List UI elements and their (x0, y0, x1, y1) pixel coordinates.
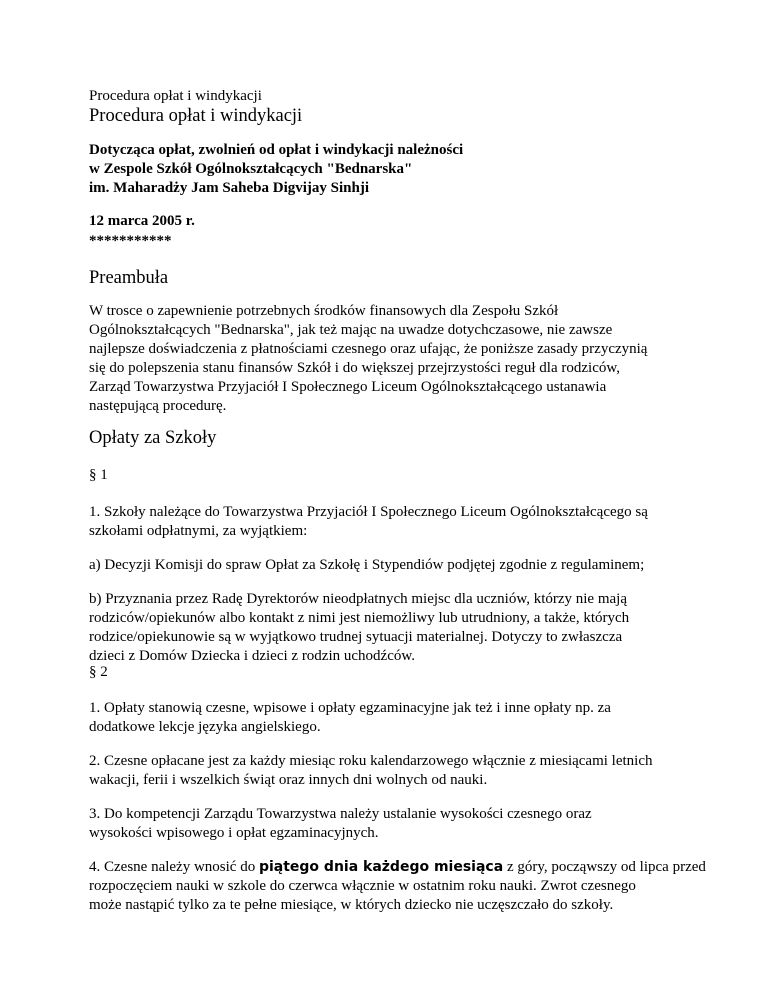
document-small-title: Procedura opłat i windykacji (89, 88, 262, 104)
paragraph-line: rodzice/opiekunowie są w wyjątkowo trudnej sytuacji materialnej. Dotyczy to zwłaszcza (89, 629, 623, 645)
paragraph-line: się do polepszenia stanu finansów Szkół i do większej przejrzystości reguł dla rodziców, (89, 360, 620, 376)
separator-stars: *********** (89, 233, 172, 249)
preamble-heading: Preambuła (89, 268, 169, 288)
subtitle-line: Dotycząca opłat, zwolnień od opłat i windykacji należności (89, 142, 464, 158)
paragraph-line: wysokości wpisowego i opłat egzaminacyjnych. (89, 825, 379, 841)
paragraph-line: najlepsze doświadczenia z płatnościami czesnego oraz ufając, że poniższe zasady przyczynią (89, 341, 648, 357)
paragraph-line: szkołami odpłatnymi, za wyjątkiem: (89, 523, 308, 539)
section-2-paragraph-4 (89, 858, 706, 915)
paragraph-line: rozpoczęciem nauki w szkole do czerwca włącznie w ostatnim roku nauki. Zwrot czesnego (89, 878, 636, 894)
subtitle-line: w Zespole Szkół Ogólnokształcących "Bednarska" (89, 161, 413, 177)
section-1-point-a (89, 556, 679, 575)
paragraph-line: wakacji, ferii i wszelkich świąt oraz innych dni wolnych od nauki. (89, 772, 488, 788)
paragraph-line: Ogólnokształcących "Bednarska", jak też mając na uwadze dotychczasowe, nie zawsze (89, 322, 613, 338)
preamble-paragraph (89, 302, 679, 416)
paragraph-line: dzieci z Domów Dziecka i dzieci z rodzin uchodźców. (89, 648, 415, 664)
paragraph-line: a) Decyzji Komisji do spraw Opłat za Szkołę i Stypendiów podjętej zgodnie z regulaminem; (89, 557, 645, 573)
document-date: 12 marca 2005 r. (89, 213, 195, 229)
emphasized-deadline: piątego dnia każdego miesiąca (258, 859, 504, 875)
paragraph-line: może nastąpić tylko za te pełne miesiące, w których dziecko nie uczęszczało do szkoły. (89, 897, 614, 913)
subtitle-line: im. Maharadży Jam Saheba Digvijay Sinhji (89, 180, 370, 196)
paragraph-line: 3. Do kompetencji Zarządu Towarzystwa należy ustalanie wysokości czesnego oraz (89, 806, 592, 822)
paragraph-line: 2. Czesne opłacane jest za każdy miesiąc roku kalendarzowego włącznie z miesiącami letnich (89, 753, 653, 769)
paragraph-line: W trosce o zapewnienie potrzebnych środków finansowych dla Zespołu Szkół (89, 303, 559, 319)
paragraph-line: 1. Szkoły należące do Towarzystwa Przyjaciół I Społecznego Liceum Ogólnokształcącego są (89, 504, 648, 520)
document-subtitle (89, 141, 679, 198)
text-run: 4. Czesne należy wnosić do (89, 859, 259, 875)
document-title: Procedura opłat i windykacji (89, 106, 303, 126)
section-1-paragraph-1 (89, 503, 679, 541)
text-run: z góry, począwszy od lipca przed (503, 859, 706, 875)
section-1-mark: § 1 (89, 467, 108, 483)
fees-heading: Opłaty za Szkoły (89, 428, 217, 448)
paragraph-line (89, 858, 706, 877)
paragraph-line: Zarząd Towarzystwa Przyjaciół I Społecznego Liceum Ogólnokształcącego ustanawia (89, 379, 607, 395)
paragraph-line: dodatkowe lekcje języka angielskiego. (89, 719, 321, 735)
section-2-paragraph-3 (89, 805, 679, 843)
paragraph-line: b) Przyznania przez Radę Dyrektorów nieodpłatnych miejsc dla uczniów, którzy nie mają (89, 591, 627, 607)
section-2-paragraph-1 (89, 699, 679, 737)
paragraph-line: rodziców/opiekunów albo kontakt z nimi jest niemożliwy lub utrudniony, a także, których (89, 610, 630, 626)
section-1-point-b (89, 590, 679, 666)
section-2-mark: § 2 (89, 664, 108, 680)
paragraph-line: 1. Opłaty stanowią czesne, wpisowe i opłaty egzaminacyjne jak też i inne opłaty np. za (89, 700, 611, 716)
section-2-paragraph-2 (89, 752, 679, 790)
paragraph-line: następującą procedurę. (89, 398, 227, 414)
